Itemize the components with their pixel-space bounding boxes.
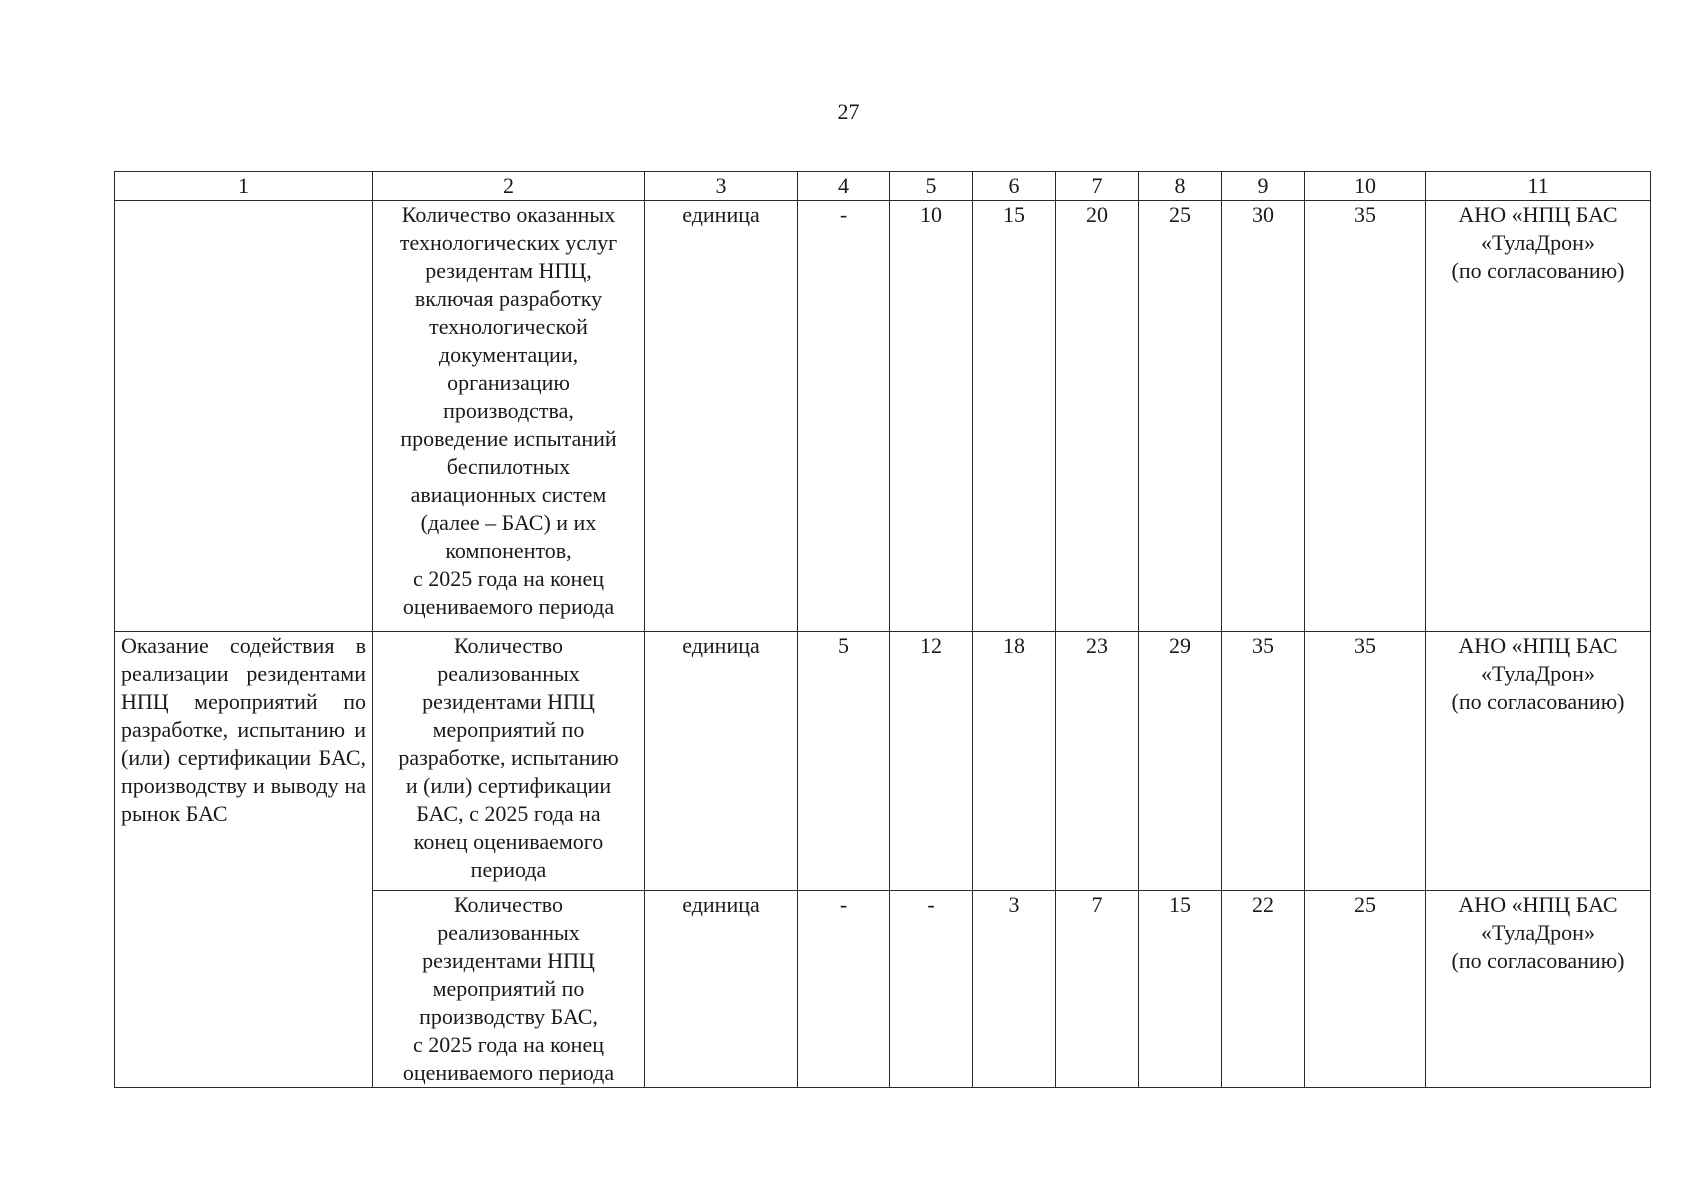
value-cell: 3 — [973, 891, 1056, 1088]
unit-cell: единица — [645, 201, 798, 632]
table-header-row — [115, 172, 1651, 201]
value-cell: 35 — [1305, 201, 1426, 632]
value-cell: 30 — [1222, 201, 1305, 632]
value-cell: 25 — [1305, 891, 1426, 1088]
responsible-cell: АНО «НПЦ БАС «ТулаДрон» (по согласованию) — [1426, 632, 1651, 891]
value-cell: - — [798, 891, 890, 1088]
column-header: 4 — [798, 172, 890, 201]
responsible-cell: АНО «НПЦ БАС «ТулаДрон» (по согласованию) — [1426, 201, 1651, 632]
column-header: 3 — [645, 172, 798, 201]
column-header: 11 — [1426, 172, 1651, 201]
data-table — [114, 171, 1651, 1088]
page-number: 27 — [837, 99, 860, 124]
column-header: 5 — [890, 172, 973, 201]
value-cell: 20 — [1056, 201, 1139, 632]
column-header: 9 — [1222, 172, 1305, 201]
column-header: 1 — [115, 172, 373, 201]
value-cell: 35 — [1305, 632, 1426, 891]
value-cell: 15 — [1139, 891, 1222, 1088]
table-row — [115, 632, 1651, 891]
task-cell — [115, 891, 373, 1088]
value-cell: - — [890, 891, 973, 1088]
value-cell: 7 — [1056, 891, 1139, 1088]
value-cell: 10 — [890, 201, 973, 632]
value-cell: 15 — [973, 201, 1056, 632]
column-header: 6 — [973, 172, 1056, 201]
value-cell: 5 — [798, 632, 890, 891]
column-header: 2 — [373, 172, 645, 201]
indicator-cell: Количество оказанных технологических услуг резидентам НПЦ, включая разработку технологической документации, организацию производства, проведение испытаний беспилотных авиационных систем (далее – БАС) и их компонентов, с 2025 года на конец оцениваемого периода — [373, 201, 645, 632]
unit-cell: единица — [645, 891, 798, 1088]
task-cell: Оказание содействия в реализации резидентами НПЦ мероприятий по разработке, испытанию и (или) сертификации БАС, производству и выводу на рынок БАС — [115, 632, 373, 891]
value-cell: 29 — [1139, 632, 1222, 891]
indicator-cell: Количество реализованных резидентами НПЦ мероприятий по производству БАС, с 2025 года на конец оцениваемого периода — [373, 891, 645, 1088]
value-cell: 35 — [1222, 632, 1305, 891]
table-row — [115, 891, 1651, 1088]
task-cell — [115, 201, 373, 632]
table-row — [115, 201, 1651, 632]
column-header: 10 — [1305, 172, 1426, 201]
responsible-cell: АНО «НПЦ БАС «ТулаДрон» (по согласованию) — [1426, 891, 1651, 1088]
value-cell: 25 — [1139, 201, 1222, 632]
value-cell: 22 — [1222, 891, 1305, 1088]
column-header: 8 — [1139, 172, 1222, 201]
value-cell: 23 — [1056, 632, 1139, 891]
value-cell: 12 — [890, 632, 973, 891]
column-header: 7 — [1056, 172, 1139, 201]
value-cell: - — [798, 201, 890, 632]
value-cell: 18 — [973, 632, 1056, 891]
unit-cell: единица — [645, 632, 798, 891]
indicator-cell: Количество реализованных резидентами НПЦ мероприятий по разработке, испытанию и (или) сертификации БАС, с 2025 года на конец оцениваемого периода — [373, 632, 645, 891]
